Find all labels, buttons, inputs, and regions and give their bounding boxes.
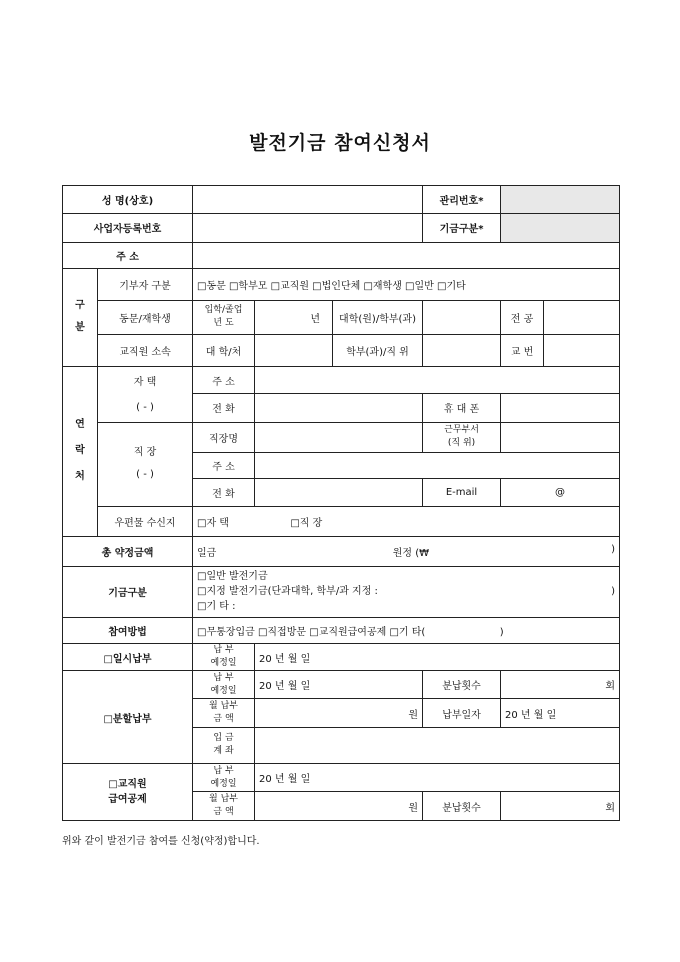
email-field[interactable]: @	[501, 479, 620, 507]
installment-date-field[interactable]: 20 년 월 일	[255, 671, 423, 699]
payroll-line2: 급여공제	[108, 794, 147, 806]
account-line1: 입 금	[213, 733, 234, 744]
home-phone-label: 전 화	[193, 394, 255, 422]
dept-field[interactable]	[255, 334, 333, 366]
lump-due-line1: 납 부	[213, 645, 234, 656]
pay-day-field[interactable]: 20 년 월 일	[501, 699, 620, 727]
work-phone-field[interactable]	[255, 479, 423, 507]
biz-no-label: 사업자등록번호	[63, 214, 193, 242]
major-field[interactable]	[544, 301, 620, 334]
lump-date-field[interactable]: 20 년 월 일	[255, 643, 620, 670]
staff-no-label: 교 번	[501, 334, 544, 366]
donor-type-options[interactable]: □동문 □학부모 □교직원 □법인단체 □재학생 □일반 □기타	[193, 268, 620, 300]
mail-work-option[interactable]: □직 장	[290, 518, 323, 530]
year-field[interactable]: 년	[255, 301, 333, 334]
payroll-monthly-line1: 월 납부	[209, 794, 238, 805]
monthly-amount-line2: 금 액	[213, 714, 234, 725]
staff-no-field[interactable]	[544, 334, 620, 366]
page-title: 발전기금 참여신청서	[249, 132, 431, 154]
mail-recv-options[interactable]	[193, 507, 620, 536]
method-options[interactable]	[193, 617, 620, 643]
installment-count-field[interactable]: 회	[501, 671, 620, 699]
home-addr-field[interactable]	[255, 366, 620, 393]
entry-grad-line2: 년 도	[213, 318, 234, 329]
method-label: 참여방법	[63, 617, 193, 643]
staff-label: 교직원 소속	[98, 334, 193, 366]
monthly-amount-line1: 월 납부	[209, 701, 238, 712]
work-phone-label: 전 화	[193, 479, 255, 507]
contact-label-3: 처	[75, 471, 85, 483]
mgmt-no-label: 관리번호*	[423, 186, 501, 214]
monthly-amount-field[interactable]: 원	[255, 699, 423, 727]
contact-label	[63, 366, 98, 536]
address-label: 주 소	[63, 242, 193, 268]
lump-due-label	[193, 643, 255, 670]
payroll-monthly-label	[193, 792, 255, 821]
contact-label-2: 락	[75, 445, 85, 457]
footer-statement: 위와 같이 발전기금 참여를 신청(약정)합니다.	[62, 836, 260, 847]
home-phone-field[interactable]	[255, 394, 423, 422]
installment-due-label	[193, 671, 255, 699]
method-option-list[interactable]: □무통장입금 □직접방문 □교직원급여공제 □기 타(	[197, 626, 426, 638]
payroll-due-line1: 납 부	[213, 765, 234, 776]
work-dept-label	[423, 422, 501, 452]
major-label: 전 공	[501, 301, 544, 334]
payroll-due-line2: 예정일	[210, 778, 237, 789]
home-phone-prefix[interactable]: ( - )	[98, 394, 193, 422]
home-addr-label: 주 소	[193, 366, 255, 393]
college-field[interactable]	[423, 301, 501, 334]
entry-grad-label	[193, 301, 255, 334]
installment-due-line2: 예정일	[210, 685, 237, 696]
mgmt-no-field	[501, 186, 620, 214]
work-dept-field[interactable]	[501, 422, 620, 452]
monthly-amount-label	[193, 699, 255, 727]
fund-type-header-label: 기금구분*	[423, 214, 501, 242]
email-label: E-mail	[423, 479, 501, 507]
lump-label[interactable]: □일시납부	[63, 643, 193, 670]
entry-grad-line1: 입학/졸업	[204, 305, 243, 316]
fund-option-general[interactable]: □일반 발전기금	[197, 571, 268, 583]
company-label: 직장명	[193, 422, 255, 452]
name-label: 성 명(상호)	[63, 186, 193, 214]
installment-count-label: 분납횟수	[423, 671, 501, 699]
lump-due-line2: 예정일	[210, 658, 237, 669]
method-close: )	[499, 626, 504, 638]
pledge-close: )	[611, 543, 616, 555]
pay-day-label: 납부일자	[423, 699, 501, 727]
payroll-monthly-field[interactable]: 원	[255, 792, 423, 821]
payroll-label[interactable]	[63, 764, 193, 821]
position-label: 학부(과)/직 위	[333, 334, 423, 366]
payroll-count-label: 분납횟수	[423, 792, 501, 821]
work-label	[98, 422, 193, 507]
account-line2: 계 좌	[213, 746, 234, 757]
pledge-il: 일금	[197, 547, 217, 559]
account-label	[193, 727, 255, 763]
work-addr-field[interactable]	[255, 452, 620, 478]
account-field[interactable]	[255, 727, 620, 763]
installment-due-line1: 납 부	[213, 672, 234, 683]
work-dept-line1: 근무부서	[444, 425, 479, 436]
fund-type-header-field	[501, 214, 620, 242]
work-phone-prefix[interactable]: ( - )	[136, 469, 154, 481]
pledge-won: 원정 (₩	[392, 547, 430, 559]
contact-label-1: 연	[75, 419, 85, 431]
fund-options[interactable]	[193, 567, 620, 618]
gubun-label-1: 구	[75, 300, 85, 312]
work-addr-label: 주 소	[193, 452, 255, 478]
work-dept-line2: (직 위)	[447, 438, 476, 449]
mobile-field[interactable]	[501, 394, 620, 422]
application-form	[62, 185, 620, 821]
fund-label: 기금구분	[63, 567, 193, 618]
alumni-label: 동문/재학생	[98, 301, 193, 334]
payroll-count-field[interactable]: 회	[501, 792, 620, 821]
mail-recv-label: 우편물 수신지	[98, 507, 193, 536]
work-label-text: 직 장	[133, 447, 157, 459]
pledge-field[interactable]	[193, 536, 620, 566]
mobile-label: 휴 대 폰	[423, 394, 501, 422]
gubun-label	[63, 268, 98, 366]
home-label: 자 택	[98, 366, 193, 393]
dept-label: 대 학/처	[193, 334, 255, 366]
donor-type-label: 기부자 구분	[98, 268, 193, 300]
address-field[interactable]	[193, 242, 620, 268]
fund-option-designated-close: )	[611, 586, 616, 598]
pledge-label: 총 약정금액	[63, 536, 193, 566]
fund-option-designated[interactable]: □지정 발전기금(단과대학, 학부/과 지정 :	[197, 586, 378, 598]
biz-no-field[interactable]	[193, 214, 423, 242]
payroll-due-label	[193, 764, 255, 792]
mail-home-option[interactable]: □자 택	[197, 518, 229, 530]
payroll-monthly-line2: 금 액	[213, 807, 234, 818]
installment-label[interactable]: □분할납부	[63, 671, 193, 764]
company-field[interactable]	[255, 422, 423, 452]
payroll-date-field[interactable]: 20 년 월 일	[255, 764, 620, 792]
college-label: 대학(원)/학부(과)	[333, 301, 423, 334]
position-field[interactable]	[423, 334, 501, 366]
gubun-label-2: 분	[75, 322, 85, 334]
fund-option-other[interactable]: □기 타 :	[197, 601, 236, 613]
payroll-line1: □교직원	[108, 779, 147, 791]
name-field[interactable]	[193, 186, 423, 214]
